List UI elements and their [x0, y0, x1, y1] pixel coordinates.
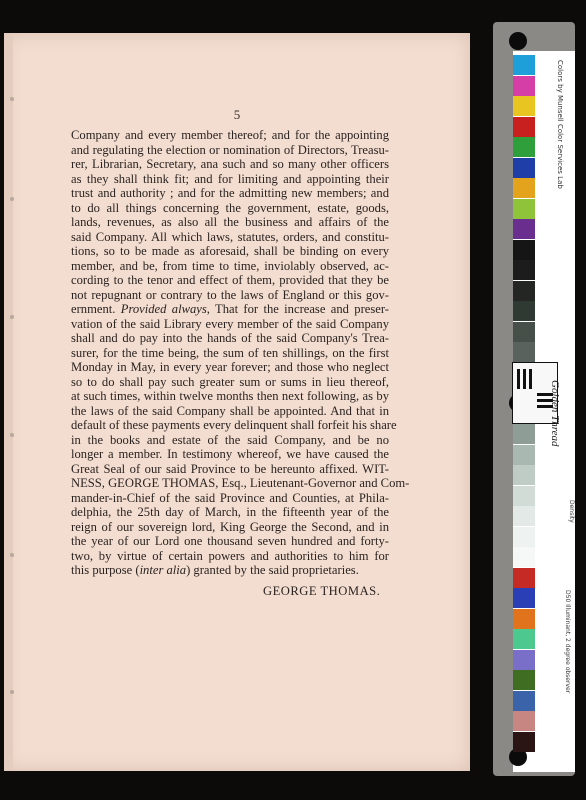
color-swatch: [513, 711, 535, 731]
text-line: NESS, GEORGE THOMAS, Esq., Lieutenant-Governor and Com-: [71, 476, 410, 490]
text-line: to do all things concerning the government, estate, goods,: [71, 200, 389, 215]
color-swatch: [513, 322, 535, 342]
illuminant-label: D50 Illuminant, 2 degree observer: [564, 590, 571, 694]
card-brand-label: Colors by Munsell Color Services Lab: [556, 60, 564, 189]
text-line: surer, for the time being, the sum of ten shillings, on the first: [71, 345, 389, 360]
text-line: in the books and estate of the said Company, and be no: [71, 432, 389, 447]
text-line: trust and authority ; and for the admitting new members; and: [71, 186, 389, 200]
text-line: lands, revenues, as also all the business and affairs of the: [71, 215, 389, 229]
color-swatch: [513, 424, 535, 444]
target-bar: [517, 369, 520, 389]
color-swatch: [513, 732, 535, 752]
color-swatch: [513, 199, 535, 219]
color-swatch: [513, 465, 535, 485]
color-swatch: [513, 219, 535, 239]
color-swatch: [513, 76, 535, 96]
binding-hole: [10, 197, 14, 201]
color-swatch: [513, 445, 535, 465]
color-swatch: [513, 609, 535, 629]
color-swatch: [513, 588, 535, 608]
color-swatch: [513, 629, 535, 649]
color-swatch: [513, 650, 535, 670]
text-line: Great Seal of our said Province to be hereunto affixed. WIT-: [71, 461, 389, 476]
color-swatch: [513, 96, 535, 116]
page-number: 5: [233, 107, 241, 122]
text-line: so to do shall pay such greater sum or sums in lieu thereof,: [71, 374, 389, 389]
text-line: tions, so to be made as aforesaid, shall be binding on every: [71, 244, 389, 258]
text-line: Company and every member thereof; and for the appointing: [71, 128, 389, 142]
signature-text: GEORGE THOMAS.: [263, 584, 381, 598]
binding-hole: [10, 433, 14, 437]
color-swatch: [513, 55, 535, 75]
density-label: Density: [568, 500, 575, 523]
color-swatch: [513, 691, 535, 711]
text-line: and regulating the election or nomination of Directors, Treasu-: [71, 142, 389, 157]
color-swatch: [513, 486, 535, 506]
color-swatch: [513, 281, 535, 301]
color-swatch: [513, 158, 535, 178]
text-line: said Company. All which laws, statutes, orders, and constitu-: [71, 229, 389, 244]
text-line: ernment. Provided always, That for the increase and preser-: [71, 302, 389, 316]
text-line: not repugnant or contrary to the laws of England or this gov-: [71, 287, 389, 302]
color-swatch: [513, 260, 535, 280]
text-line: default of these payments every delinquent shall forfeit his share: [71, 418, 397, 432]
text-line: vation of the said Library every member of the said Company: [71, 316, 389, 331]
color-swatch: [513, 527, 535, 547]
color-swatch: [513, 568, 535, 588]
text-line: at such times, within twelve months then next following, as by: [71, 389, 389, 403]
text-line: delphia, the 25th day of March, in the fifteenth year of the: [71, 505, 389, 519]
color-swatch: [513, 547, 535, 567]
text-line: the year of our Lord one thousand seven hundred and forty-: [71, 534, 389, 548]
color-swatch: [513, 137, 535, 157]
binding-hole: [10, 315, 14, 319]
binding-hole: [10, 553, 14, 557]
color-swatch: [513, 342, 535, 362]
text-line: shall and do pay into the hands of the said Company's Trea-: [71, 331, 389, 345]
book-page: [4, 33, 470, 771]
text-line: rer, Librarian, Secretary, ana such and so many other officers: [71, 157, 389, 171]
text-line: Monday in May, in every year forever; and those who neglect: [71, 360, 389, 374]
golden-thread-label: Golden Thread: [549, 380, 561, 447]
color-swatch: [513, 117, 535, 137]
text-line: mander-in-Chief of the said Province and Counties, at Phila-: [71, 490, 389, 505]
text-line: the laws of the said Company shall be appointed. And that in: [71, 403, 389, 418]
text-line: two, by virtue of certain powers and authorities to him for: [71, 548, 389, 563]
text-line: member, and be, from time to time, inviolably observed, ac-: [71, 258, 389, 273]
text-line: longer a member. In testimony whereof, we have caused the: [71, 447, 389, 461]
text-line: as they shall think fit; and for limiting and appointing their: [71, 171, 389, 186]
color-swatch: [513, 670, 535, 690]
target-bar: [523, 369, 526, 389]
binding-hole: [10, 690, 14, 694]
body-text: [71, 128, 410, 578]
color-swatch: [513, 506, 535, 526]
page-gutter-edge: [4, 33, 13, 771]
card-hole: [509, 32, 527, 50]
text-line: this purpose (inter alia) granted by the said proprietaries.: [71, 563, 359, 577]
target-bar: [529, 369, 532, 389]
color-swatch: [513, 301, 535, 321]
text-line: cording to the tenor and effect of them, provided that they be: [71, 273, 389, 287]
color-swatch: [513, 240, 535, 260]
binding-hole: [10, 97, 14, 101]
text-line: reign of our sovereign lord, King George the Second, and in: [71, 519, 389, 534]
color-swatch: [513, 178, 535, 198]
